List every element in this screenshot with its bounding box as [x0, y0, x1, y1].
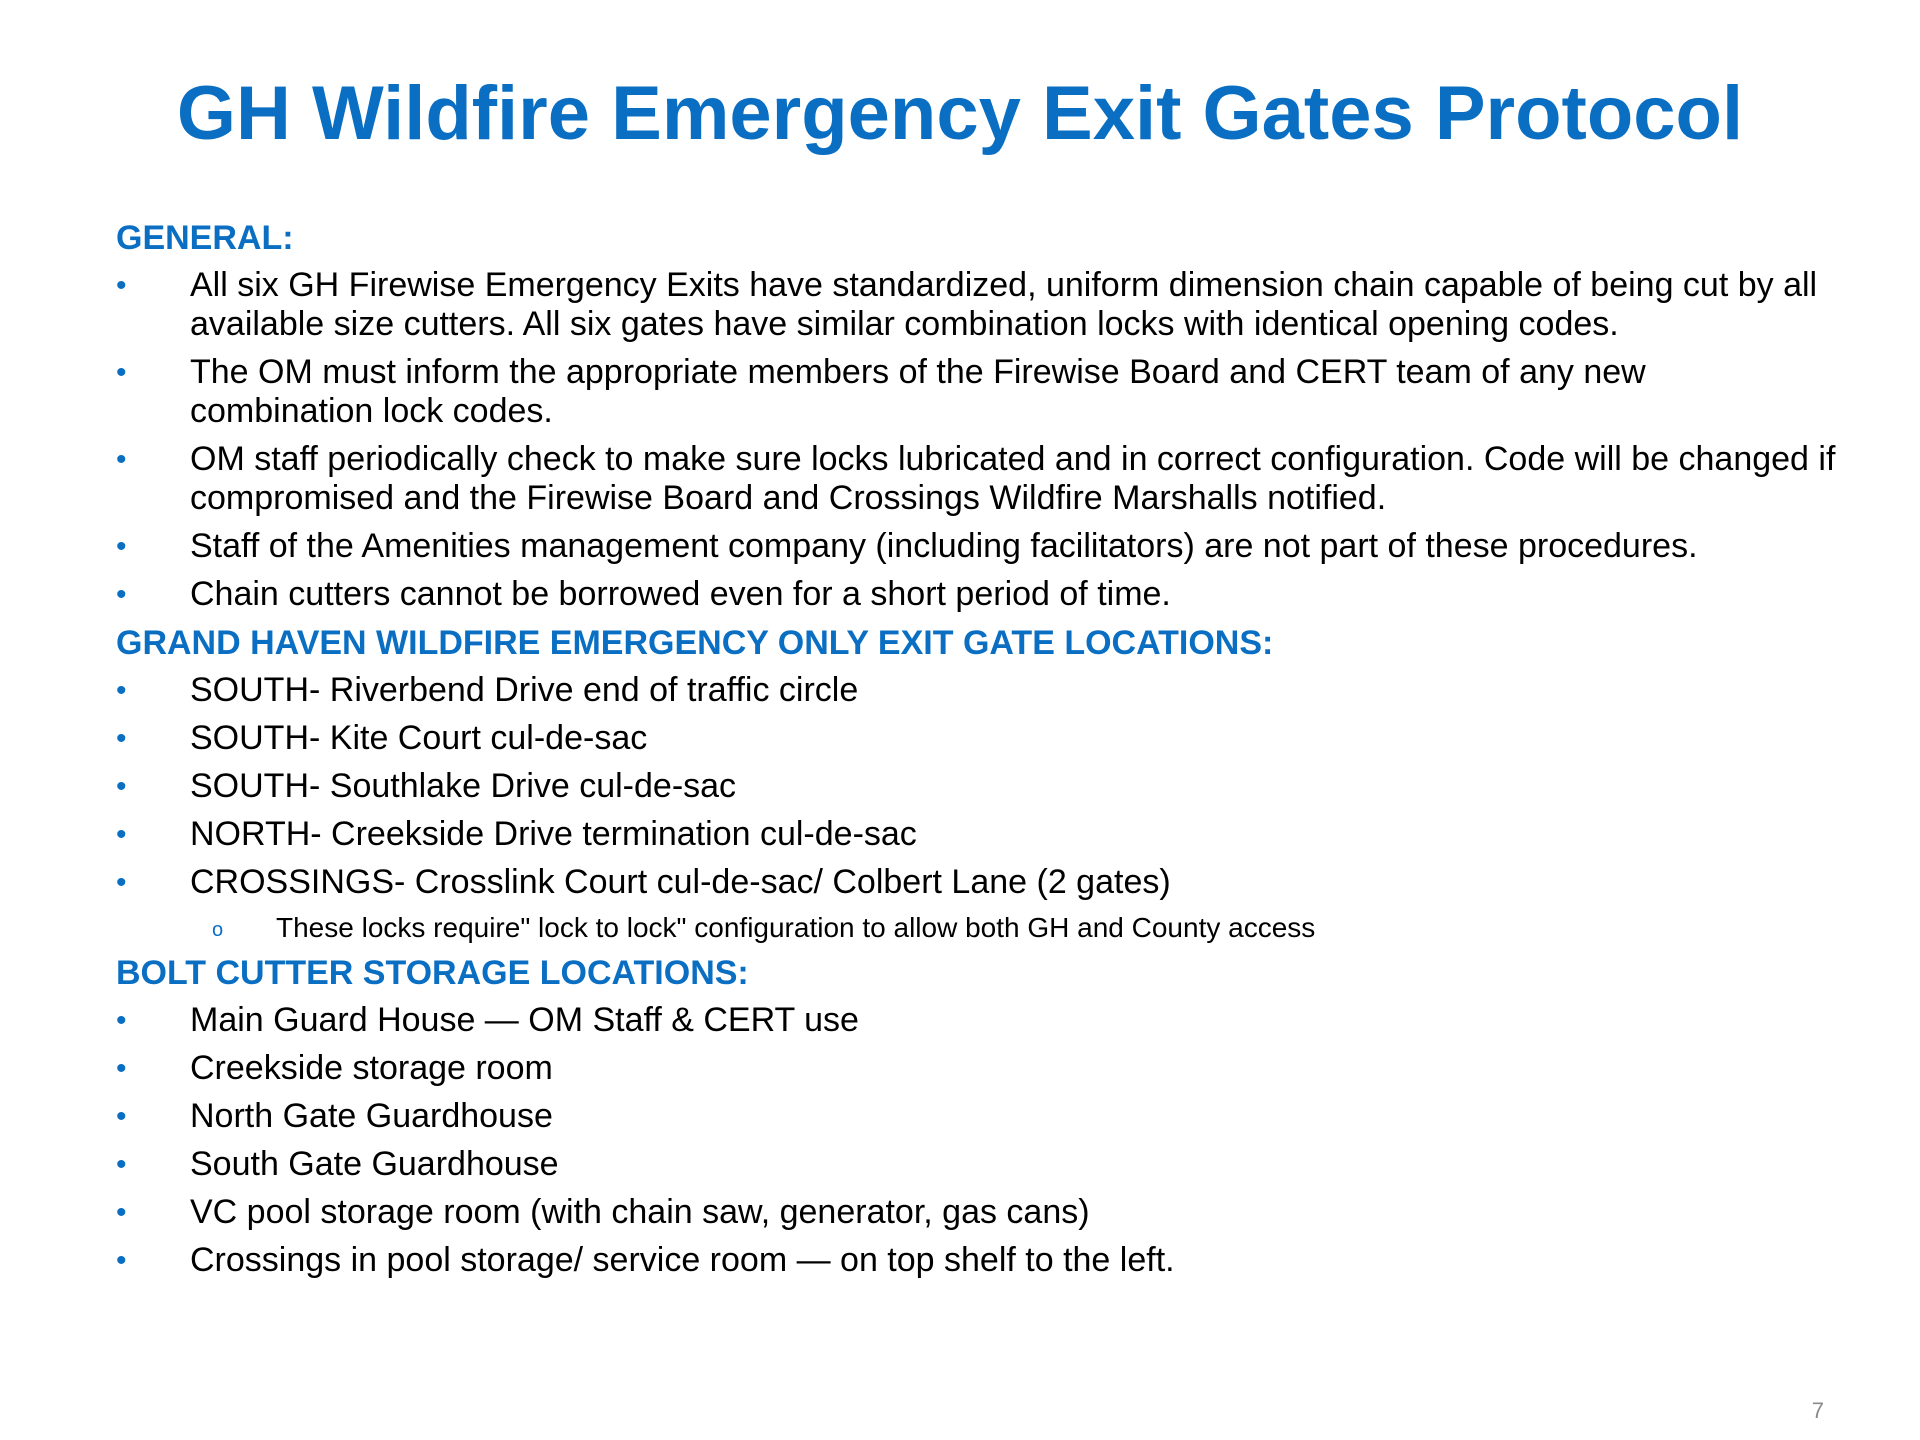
- list-item-text: The OM must inform the appropriate members of the Firewise Board and CERT team of any new combination lock codes.: [190, 353, 1646, 430]
- list-item: [116, 353, 1836, 431]
- bullet-icon: •: [116, 722, 127, 755]
- list-item-text: All six GH Firewise Emergency Exits have standardized, uniform dimension chain capable of being cut by all available size cutters. All six gates have similar combination locks with identical opening codes.: [190, 266, 1818, 343]
- slide-content: [116, 218, 1836, 1289]
- bullet-icon: •: [116, 269, 127, 302]
- gate-locations-sub-list: [116, 911, 1836, 945]
- list-item-text: Chain cutters cannot be borrowed even for a short period of time.: [190, 575, 1171, 613]
- list-item-text: South Gate Guardhouse: [190, 1145, 559, 1183]
- list-item-text: VC pool storage room (with chain saw, generator, gas cans): [190, 1193, 1090, 1231]
- list-item: [116, 575, 1836, 614]
- list-item: [116, 863, 1836, 902]
- bullet-icon: •: [116, 770, 127, 803]
- bullet-icon: •: [116, 1052, 127, 1085]
- bullet-icon: •: [116, 356, 127, 389]
- section-heading-bolt-cutter-storage: BOLT CUTTER STORAGE LOCATIONS:: [116, 954, 749, 992]
- bullet-icon: •: [116, 1148, 127, 1181]
- bullet-icon: •: [116, 443, 127, 476]
- list-item: [116, 1001, 1836, 1040]
- list-item-text: OM staff periodically check to make sure locks lubricated and in correct configuration. Code will be changed if compromised and the Firewise Board and Crossings Wildfire Marshalls notified.: [190, 440, 1836, 517]
- bullet-icon: •: [116, 866, 127, 899]
- list-item-text: North Gate Guardhouse: [190, 1097, 553, 1135]
- section-heading-gate-locations: GRAND HAVEN WILDFIRE EMERGENCY ONLY EXIT GATE LOCATIONS:: [116, 624, 1274, 662]
- bullet-icon: •: [116, 1244, 127, 1277]
- list-item: [116, 1145, 1836, 1184]
- list-item: [116, 1241, 1836, 1280]
- bullet-icon: •: [116, 578, 127, 611]
- list-item-text: SOUTH- Kite Court cul-de-sac: [190, 719, 648, 757]
- general-list: [116, 266, 1836, 614]
- section-heading-general: GENERAL:: [116, 219, 294, 257]
- bullet-icon: •: [116, 1100, 127, 1133]
- list-item: [116, 1049, 1836, 1088]
- list-item-text: NORTH- Creekside Drive termination cul-de-sac: [190, 815, 917, 853]
- list-item: [116, 440, 1836, 518]
- list-item: [116, 1193, 1836, 1232]
- list-item: [116, 527, 1836, 566]
- sub-list-item: [116, 911, 1836, 945]
- list-item-text: Crossings in pool storage/ service room — on top shelf to the left.: [190, 1241, 1175, 1279]
- storage-locations-list: [116, 1001, 1836, 1280]
- bullet-icon: •: [116, 530, 127, 563]
- list-item-text: SOUTH- Riverbend Drive end of traffic circle: [190, 671, 859, 709]
- list-item-text: Staff of the Amenities management company (including facilitators) are not part of these procedures.: [190, 527, 1698, 565]
- list-item-text: SOUTH- Southlake Drive cul-de-sac: [190, 767, 737, 805]
- bullet-icon: •: [116, 1196, 127, 1229]
- sub-bullet-icon: o: [212, 919, 224, 941]
- list-item-text: CROSSINGS- Crosslink Court cul-de-sac/ Colbert Lane (2 gates): [190, 863, 1171, 901]
- list-item: [116, 767, 1836, 806]
- list-item: [116, 671, 1836, 710]
- list-item: [116, 1097, 1836, 1136]
- list-item-text: Creekside storage room: [190, 1049, 553, 1087]
- sub-list-item-text: These locks require" lock to lock" configuration to allow both GH and County access: [276, 912, 1316, 943]
- list-item: [116, 719, 1836, 758]
- page-number: 7: [1811, 1398, 1824, 1423]
- list-item: [116, 815, 1836, 854]
- list-item: [116, 266, 1836, 344]
- bullet-icon: •: [116, 674, 127, 707]
- bullet-icon: •: [116, 818, 127, 851]
- list-item-text: Main Guard House — OM Staff & CERT use: [190, 1001, 859, 1039]
- bullet-icon: •: [116, 1004, 127, 1037]
- slide-title: GH Wildfire Emergency Exit Gates Protocol: [176, 71, 1744, 156]
- gate-locations-list: [116, 671, 1836, 902]
